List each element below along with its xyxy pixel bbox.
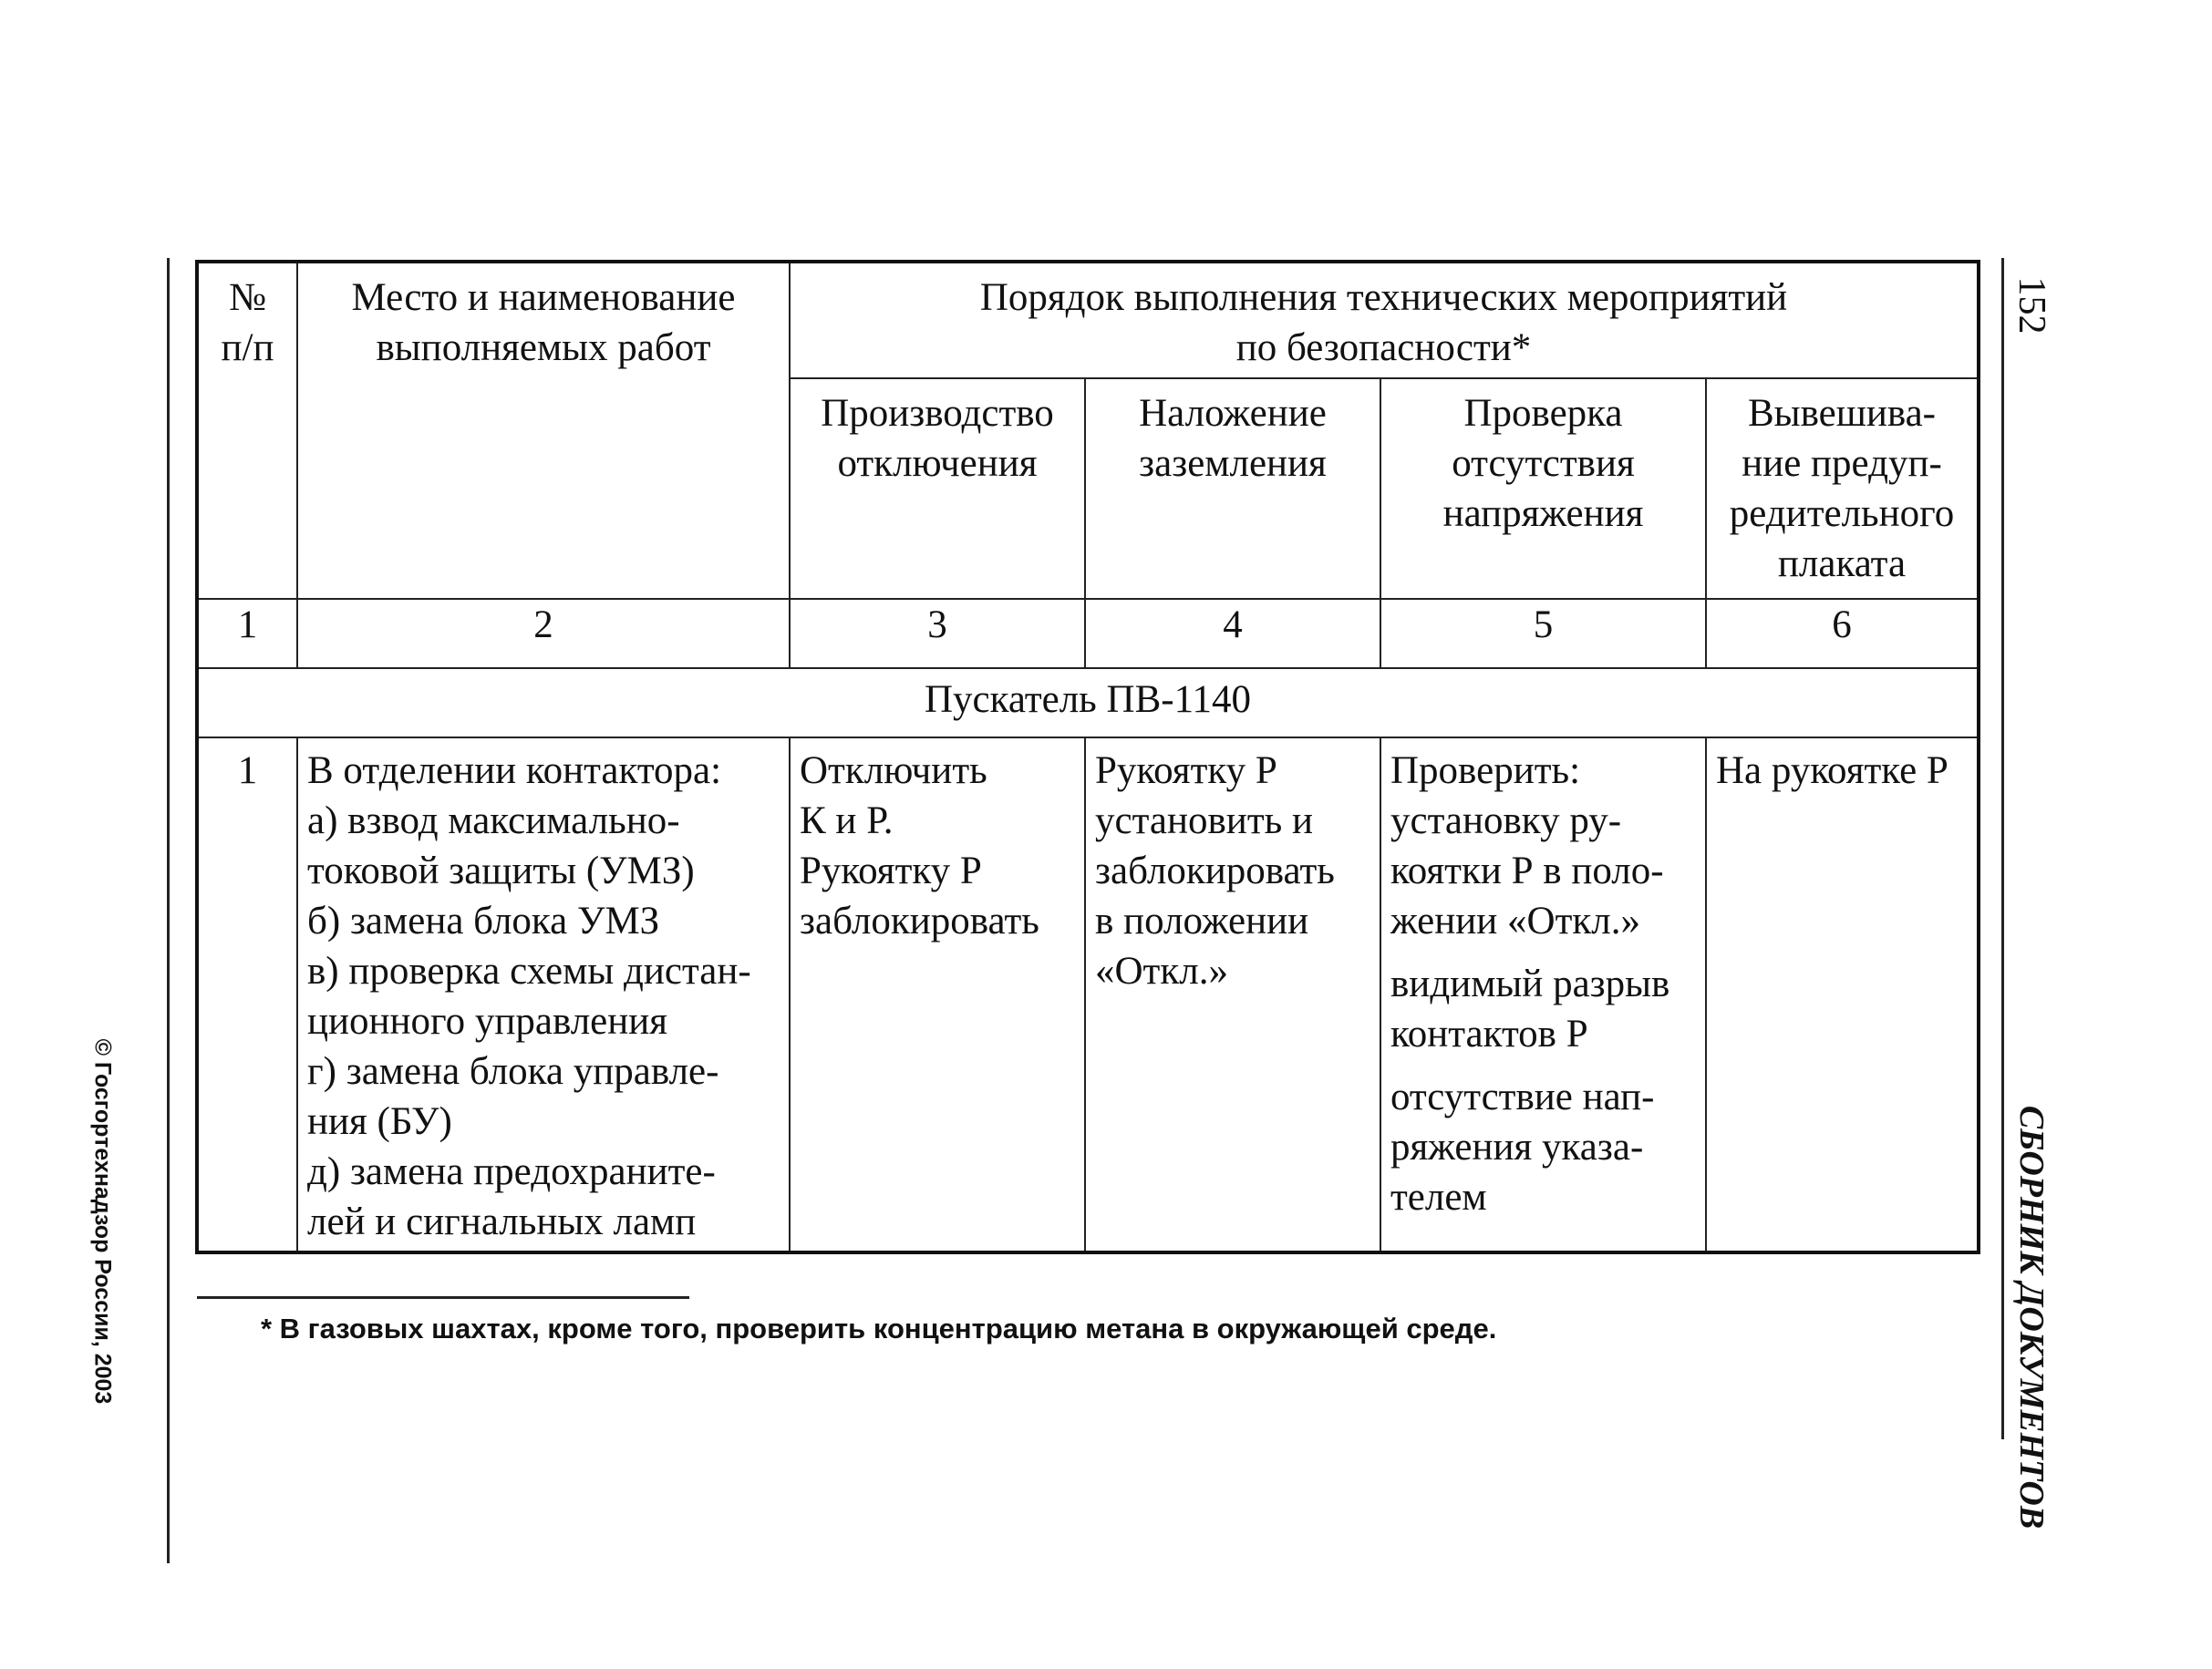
grounding-line: установить и: [1095, 799, 1313, 842]
column-number-1: 1: [197, 599, 297, 668]
grounding-line: «Откл.»: [1095, 950, 1228, 993]
header-work-line: Место и наименование: [351, 276, 736, 319]
work-line: ния (БУ): [307, 1100, 452, 1143]
disconnection-line: заблокировать: [800, 900, 1039, 943]
header-group-line: по безопасности*: [1235, 326, 1532, 369]
work-line: ционного управления: [307, 1000, 668, 1043]
header-number-line: п/п: [221, 326, 274, 369]
warning-poster-cell: [1706, 737, 1979, 1252]
header-group-line: Порядок выполнения технических мероприятий: [979, 276, 1788, 319]
column-number-6: 6: [1706, 599, 1979, 668]
header-line: плаката: [1777, 542, 1907, 585]
header-grounding: [1085, 378, 1380, 599]
header-voltage-check: [1380, 378, 1706, 599]
column-number-5: 5: [1380, 599, 1706, 668]
header-line: Вывешива-: [1748, 392, 1936, 435]
header-line: отключения: [837, 442, 1038, 485]
work-line: а) взвод максимально-: [307, 799, 680, 842]
header-disconnection: [790, 378, 1085, 599]
grounding-cell: [1085, 737, 1380, 1252]
check-line: контактов Р: [1390, 1013, 1588, 1056]
check-line: ряжения указа-: [1390, 1126, 1644, 1169]
disconnection-line: К и Р.: [800, 799, 894, 842]
check-line: видимый разрыв: [1390, 963, 1670, 1005]
header-line: заземления: [1139, 442, 1327, 485]
header-line: напряжения: [1442, 492, 1644, 535]
section-title: Пускатель ПВ-1140: [197, 668, 1979, 737]
work-line: д) замена предохраните-: [307, 1150, 716, 1193]
footnote-rule: [197, 1296, 689, 1299]
check-line: отсутствие нап-: [1390, 1076, 1655, 1118]
work-line: в) проверка схемы дистан-: [307, 950, 751, 993]
left-margin-rule: [167, 258, 170, 1563]
header-work-place: [297, 262, 790, 599]
work-description-cell: [297, 737, 790, 1252]
poster-line: На рукоятке Р: [1716, 749, 1948, 792]
row-number: 1: [197, 737, 297, 1252]
column-number-2: 2: [297, 599, 790, 668]
work-line: лей и сигнальных ламп: [307, 1200, 697, 1243]
check-line: жении «Откл.»: [1390, 900, 1640, 943]
check-line: Проверить:: [1390, 749, 1581, 792]
check-line: установку ру-: [1390, 799, 1622, 842]
copyright-side-text: © Госгортехнадзор России, 2003: [89, 1038, 116, 1405]
header-line: редительного: [1729, 492, 1955, 535]
grounding-line: в положении: [1095, 900, 1309, 943]
check-line: коятки Р в поло-: [1390, 850, 1664, 892]
header-warning-poster: [1706, 378, 1979, 599]
column-number-3: 3: [790, 599, 1085, 668]
header-work-line: выполняемых работ: [376, 326, 711, 369]
safety-measures-table: [195, 260, 1980, 1254]
header-number: [197, 262, 297, 599]
header-number-line: №: [228, 276, 267, 319]
work-line: б) замена блока УМЗ: [307, 900, 660, 943]
voltage-check-cell: [1380, 737, 1706, 1252]
disconnection-line: Отключить: [800, 749, 987, 792]
work-line: г) замена блока управле-: [307, 1050, 719, 1093]
work-line: В отделении контактора:: [307, 749, 722, 792]
grounding-line: Рукоятку Р: [1095, 749, 1277, 792]
disconnection-cell: [790, 737, 1085, 1252]
column-number-4: 4: [1085, 599, 1380, 668]
footnote-text: * В газовых шахтах, кроме того, проверить концентрацию метана в окружающей среде.: [261, 1313, 1497, 1344]
right-margin-rule: [2001, 258, 2004, 1439]
work-line: токовой защиты (УМЗ): [307, 850, 695, 892]
header-line: Проверка: [1463, 392, 1623, 435]
disconnection-line: Рукоятку Р: [800, 850, 982, 892]
check-line: телем: [1390, 1176, 1487, 1219]
collection-title-side-text: СБОРНИК ДОКУМЕНТОВ: [2012, 1105, 2051, 1530]
header-line: отсутствия: [1452, 442, 1635, 485]
header-line: ние предуп-: [1742, 442, 1942, 485]
page-number: 152: [2010, 276, 2052, 335]
header-line: Наложение: [1139, 392, 1327, 435]
header-line: Производство: [821, 392, 1054, 435]
header-procedure-group: [790, 262, 1979, 378]
grounding-line: заблокировать: [1095, 850, 1335, 892]
